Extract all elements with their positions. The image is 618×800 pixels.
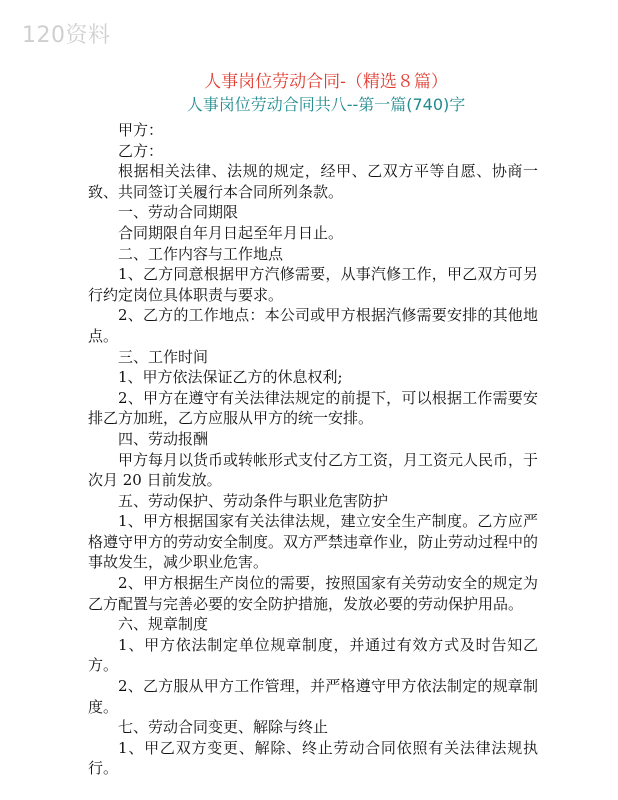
paragraph: 1、乙方同意根据甲方汽修需要，从事汽修工作，甲乙双方可另行约定岗位具体职责与要求。 xyxy=(88,265,538,304)
paragraph: 2、乙方服从甲方工作管理，并严格遵守甲方依法制定的规章制度。 xyxy=(88,677,538,716)
document-body xyxy=(88,120,538,779)
document-subtitle: 人事岗位劳动合同共八--第一篇(740)字 xyxy=(186,95,466,114)
section-heading: 七、劳动合同变更、解除与终止 xyxy=(118,718,329,737)
paragraph: 甲方每月以货币或转帐形式支付乙方工资，月工资元人民币，于次月 20 日前发放。 xyxy=(88,450,539,490)
document xyxy=(0,70,618,778)
party-b-line: 乙方： xyxy=(118,141,164,160)
watermark: 120资料 xyxy=(22,23,111,48)
section-heading: 一、劳动合同期限 xyxy=(118,203,239,222)
section-heading: 四、劳动报酬 xyxy=(118,429,209,448)
paragraph: 1、甲乙双方变更、解除、终止劳动合同依照有关法律法规执行。 xyxy=(88,738,538,778)
preamble-paragraph: 根据相关法律、法规的规定，经甲、乙双方平等自愿、协商一致、共同签订关履行本合同所列条款。 xyxy=(88,162,538,201)
paragraph: 2、甲方根据生产岗位的需要，按照国家有关劳动安全的规定为乙方配置与完善必要的安全防护措施，发放必要的劳动保护用品。 xyxy=(88,574,538,613)
paragraph: 2、甲方在遵守有关法律法规定的前提下，可以根据工作需要安排乙方加班，乙方应服从甲方的统一安排。 xyxy=(88,388,538,428)
section-heading: 六、规章制度 xyxy=(118,615,209,634)
paragraph: 合同期限自年月日起至年月日止。 xyxy=(118,223,344,242)
paragraph: 1、甲方根据国家有关法律法规，建立安全生产制度。乙方应严格遵守甲方的劳动安全制度。双方严禁违章作业，防止劳动过程中的事故发生，减少职业危害。 xyxy=(88,512,539,572)
paragraph: 1、甲方依法保证乙方的休息权利; xyxy=(118,368,343,387)
party-a-line: 甲方： xyxy=(118,121,164,139)
section-heading: 三、工作时间 xyxy=(118,347,209,366)
section-heading: 五、劳动保护、劳动条件与职业危害防护 xyxy=(118,491,389,510)
document-title: 人事岗位劳动合同-（精选８篇） xyxy=(204,72,448,92)
paragraph: 1、甲方依法制定单位规章制度，并通过有效方式及时告知乙方。 xyxy=(88,635,538,675)
section-heading: 二、工作内容与工作地点 xyxy=(118,244,284,263)
paragraph: 2、乙方的工作地点：本公司或甲方根据汽修需要安排的其他地点。 xyxy=(88,306,538,345)
